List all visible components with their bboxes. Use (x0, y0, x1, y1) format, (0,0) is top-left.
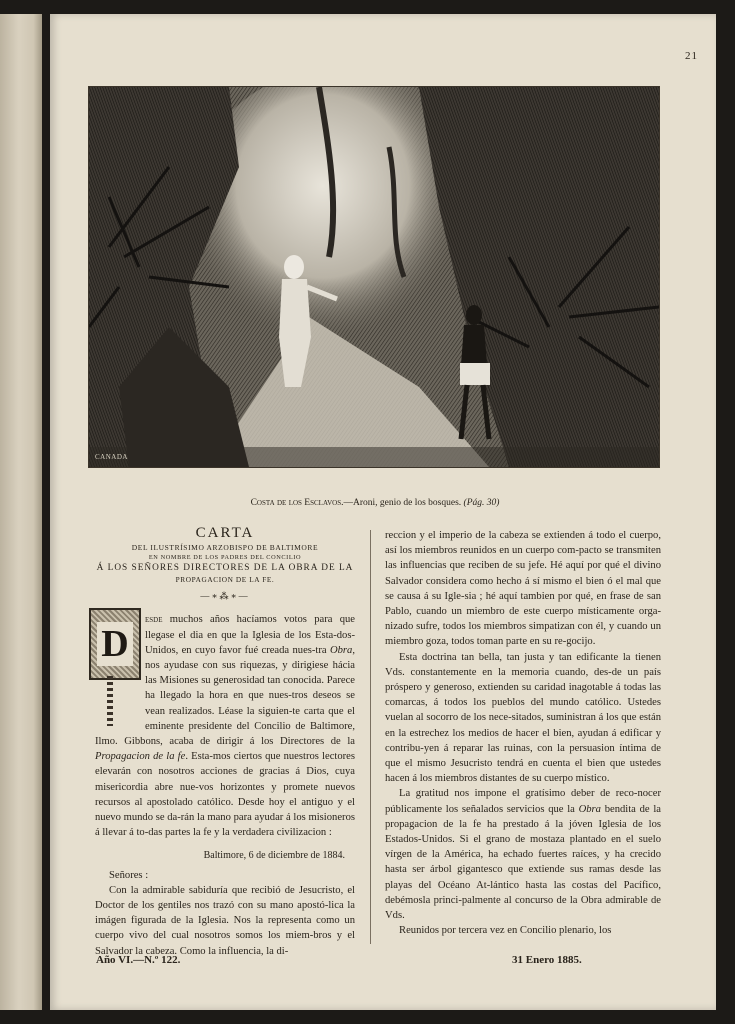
drop-cap-vine (107, 676, 113, 726)
article-subtitle-4: PROPAGACION DE LA FE. (175, 575, 275, 585)
page-number: 21 (685, 50, 698, 62)
drop-cap-letter: D (97, 622, 132, 666)
magazine-page (50, 14, 716, 1010)
column-divider (370, 530, 371, 944)
letter-salutation: Señores : (109, 869, 149, 881)
intro-lead-word: esde (145, 614, 163, 626)
caption-place: Costa de los Esclavos. (250, 498, 344, 508)
letter-paragraph-1-cont: reccion y el imperio de la cabeza se extienden á todo el cuerpo, así los miembros reunidos en un cuerpo com-pacto se transmiten las influencias que reciben de su jefe. Hé aquí por qué el divino Salvador considera como hecho á sí mismo el bien ó el mal que se causa á su Igle-sia ; hé aquí tambien por qué, en frase de san Pablo, cuando un miembro de este cuerpo místicamente orga-nizado sufre, todos los miembros simpatizan con él, y cuando un miembro goza, todos toman parte en su re-gocijo. (385, 530, 661, 648)
engraver-signature: CANADA (95, 453, 128, 461)
letter-paragraph-4: Reunidos por tercera vez en Concilio plenario, los (399, 925, 612, 937)
engraving-drawing (89, 87, 659, 467)
letter-date: Baltimore, 6 de diciembre de 1884. (203, 850, 345, 862)
article-subtitle-1: DEL ILUSTRÍSIMO ARZOBISPO DE BALTIMORE (131, 543, 319, 553)
article-subtitle-2: EN NOMBRE DE LOS PADRES DEL CONCILIO (148, 554, 302, 562)
article-subtitle-3: Á LOS SEÑORES DIRECTORES DE LA OBRA DE LA (96, 563, 354, 574)
jungle-engraving (88, 86, 660, 468)
issue-number: Año VI.—N.º 122. (96, 954, 181, 966)
issue-date: 31 Enero 1885. (512, 954, 582, 966)
illustration-caption (90, 498, 660, 508)
letter-paragraph-1: Con la admirable sabiduría que recibió de Jesucristo, el Doctor de los gentiles nos trazó con su mano apostó-lica la imágen figurada de la Iglesia. Nos la representa como un cuerpo vivo del cual nosotros somos los miem-bros y el Salvador la cabeza. Como la influencia, la di- (95, 884, 355, 957)
right-column (385, 528, 661, 938)
drop-cap-ornament (89, 608, 139, 726)
caption-page-ref: (Pág. 30) (463, 498, 500, 508)
article-title: CARTA (195, 525, 255, 541)
caption-text: —Aroni, genio de los bosques. (343, 498, 462, 508)
intro-paragraph: D esde muchos años hacíamos votos para que llegase el dia en que la Iglesia de los Esta-dos-Unidos, en cuyo favor fué creada nues-tra Obra, nos ayudase con sus riquezas, y dirigiese hácia las Misiones su generosidad tan conocida. Parece ha llegado la hora en que nues-tros deseos se vean realizados. Léase la siguien-te carta que el eminente presidente del Concilio de Baltimore, Ilmo. Gibbons, acaba de dirigir á los Directores de la Propagacion de la fe. Esta-mos ciertos que nuestros lectores elevarán con nosotros acciones de gracias á Dios, cuya misericordia abre nue-vos horizontes y promete nuevos recursos al apostolado católico. Desde hoy el antiguo y el nuevo mundo se da-rán la mano para ayudar á los misioneros á llevar á to-das partes la fe y la verdadera civilizacion : (95, 612, 355, 840)
letter-paragraph-3: La gratitud nos impone el gratísimo deber de reco-nocer públicamente los señalados servicios que la Obra bendita de la propagacion de la fe ha prestado á la jóven Iglesia de los Estados-Unidos. Si el grano de mostaza plantado en el suelo vírgen de la América, ha echado fuertes raíces, y ha crecido hasta ser árbol gigantesco que extiende sus ramas desde las playas del Océano At-lántico hasta las costas del Pacífico, debémosla princi-palmente al concurso de la Obra admirable de Vds. (385, 788, 661, 922)
ornament-divider: —∗⁂∗— (200, 591, 250, 602)
left-column (95, 526, 355, 959)
facing-page-edge (0, 14, 42, 1010)
letter-paragraph-2: Esta doctrina tan bella, tan justa y tan edificante la tienen Vds. constantemente en la memoria cuando, des-de un país próspero y generoso, extienden su caridad inagotable á todas las comarcas, á todos los pueblos del mundo católico. Ustedes vuelan al socorro de los nece-sitados, suministran á los que están en la estrechez los medios de hacer el bien, ayudan á edificar y contribu-yen á reparar las ruinas, con la persuasion íntima de que el mismo Jesucristo tendrá en cuenta el bien que ustedes hacen á los miembros distantes de su cuerpo místico. (385, 651, 661, 785)
